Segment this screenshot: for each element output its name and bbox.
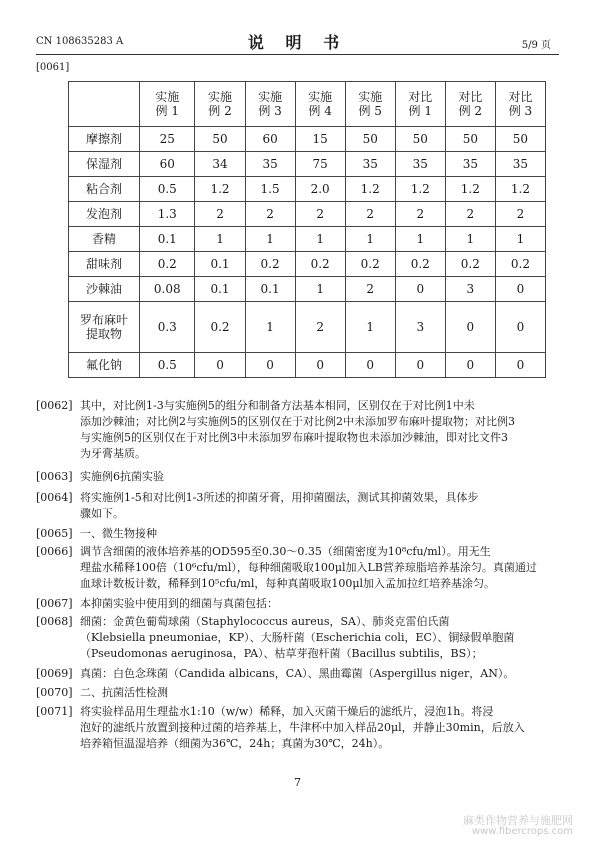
table-column-header	[245, 82, 295, 127]
table-cell: 0.2	[495, 252, 545, 277]
paragraph-id: [0065]	[36, 527, 73, 540]
table-cell: 1.2	[445, 177, 495, 202]
paragraph-line: 骤如下。	[80, 507, 124, 520]
table-cell: 0.2	[345, 252, 395, 277]
table-cell: 15	[295, 127, 345, 152]
header-rule	[36, 54, 559, 55]
paragraph-line: 血球计数板计数，稀释到10⁵cfu/ml，每种真菌吸取100μl加入孟加拉红培养基涂匀。	[80, 577, 496, 590]
table-cell: 1	[245, 302, 295, 353]
table-cell: 2	[245, 202, 295, 227]
table-cell: 0.1	[195, 252, 245, 277]
table-cell: 35	[445, 152, 495, 177]
table-column-header	[195, 82, 245, 127]
paragraph-line: 真菌：白色念珠菌（Candida albicans，CA）、黑曲霉菌（Aspergillus niger，AN）。	[80, 667, 515, 680]
paragraph-line: 实施例6抗菌实验	[80, 470, 164, 483]
paragraph-line: 理盐水稀释100倍（10⁶cfu/ml），每种细菌吸取100μl加入LB营养琼脂培养基涂匀。真菌通过	[80, 561, 537, 574]
table-cell: 50	[495, 127, 545, 152]
row-label-line: 罗布麻叶	[79, 313, 128, 327]
column-header-line: 对比	[458, 90, 483, 104]
table-cell: 2	[345, 202, 395, 227]
page-number: 7	[294, 776, 301, 789]
table-cell: 75	[295, 152, 345, 177]
column-header-line: 实施	[258, 90, 283, 104]
table-cell: 0.2	[195, 302, 245, 353]
table-cell: 2	[395, 202, 445, 227]
header-title: 说 明 书	[247, 33, 348, 52]
table-row	[69, 177, 546, 202]
paragraph-line: 本抑菌实验中使用到的细菌与真菌包括：	[80, 597, 278, 610]
paragraph-line: 为牙膏基质。	[80, 447, 146, 460]
row-label-line: 甜味剂	[85, 257, 122, 271]
table-cell: 2.0	[295, 177, 345, 202]
column-header-line: 例 3	[258, 104, 282, 118]
table-cell: 0.3	[140, 302, 195, 353]
table-cell: 0.2	[140, 252, 195, 277]
watermark-url: www.fibercrops.com	[471, 826, 573, 837]
row-label-line: 保湿剂	[85, 157, 122, 171]
table-cell: 34	[195, 152, 245, 177]
table-cell: 1.2	[345, 177, 395, 202]
paragraph-0064	[36, 490, 561, 522]
table-cell: 0.1	[245, 277, 295, 302]
table-cell: 0	[395, 353, 445, 378]
paragraph-line: 与实施例5的区别仅在于对比例3中未添加罗布麻叶提取物也未添加沙棘油，即对比文件3	[80, 431, 508, 444]
table-row-label	[69, 277, 140, 302]
watermark-site-name: 麻类作物营养与施肥网	[463, 814, 573, 827]
paragraph-line: （Klebsiella pneumoniae，KP）、大肠杆菌（Escherichia coli，EC）、铜绿假单胞菌	[80, 631, 515, 644]
table-cell: 2	[445, 202, 495, 227]
table-row	[69, 277, 546, 302]
table-column-header	[345, 82, 395, 127]
paragraph-id: [0063]	[36, 470, 73, 483]
table-cell: 1	[295, 277, 345, 302]
paragraph-line: 将实验样品用生理盐水1:10（w/w）稀释，加入灭菌干燥后的滤纸片，浸泡1h。将浸	[80, 705, 494, 718]
header-doc-number: CN 108635283 A	[36, 36, 124, 47]
table-cell: 0	[445, 302, 495, 353]
table-cell: 35	[395, 152, 445, 177]
row-label-line: 摩擦剂	[85, 132, 122, 146]
table-cell: 1.2	[395, 177, 445, 202]
table-cell: 0.2	[445, 252, 495, 277]
table-cell: 35	[345, 152, 395, 177]
table-row-label	[69, 302, 140, 353]
table-row-label	[69, 177, 140, 202]
table-cell: 1	[345, 227, 395, 252]
table-corner-cell	[69, 82, 140, 127]
paragraph-0065	[36, 526, 561, 542]
table-cell: 0	[295, 353, 345, 378]
table-row-label	[69, 227, 140, 252]
table-row-label	[69, 252, 140, 277]
table-cell: 1	[495, 227, 545, 252]
table-cell: 35	[245, 152, 295, 177]
table-row	[69, 353, 546, 378]
column-header-line: 实施	[358, 90, 383, 104]
table-cell: 0.5	[140, 353, 195, 378]
column-header-line: 对比	[408, 90, 433, 104]
table-column-header	[395, 82, 445, 127]
table-cell: 50	[445, 127, 495, 152]
paragraph-line: 一、微生物接种	[80, 527, 157, 540]
table-header-row	[69, 82, 546, 127]
paragraph-line: 调节含细菌的液体培养基的OD595至0.30～0.35（细菌密度为10⁸cfu/ml）。用无生	[80, 545, 491, 558]
table-row-label	[69, 152, 140, 177]
column-header-line: 例 4	[308, 104, 332, 118]
paragraph-line: 其中，对比例1-3与实施例5的组分和制备方法基本相同，区别仅在于对比例1中未	[80, 399, 475, 412]
paragraph-line: 二、抗菌活性检测	[80, 686, 168, 699]
paragraph-id: [0069]	[36, 667, 73, 680]
table-cell: 60	[245, 127, 295, 152]
table-cell: 0.08	[140, 277, 195, 302]
table-cell: 2	[195, 202, 245, 227]
table-cell: 35	[495, 152, 545, 177]
row-label-line: 香精	[91, 232, 116, 246]
table-row	[69, 252, 546, 277]
column-header-line: 实施	[155, 90, 180, 104]
paragraph-id: [0064]	[36, 491, 73, 504]
formulation-table	[68, 81, 546, 378]
table-cell: 50	[395, 127, 445, 152]
header-page-indicator: 5/9 页	[521, 40, 551, 51]
table-cell: 1.5	[245, 177, 295, 202]
table-cell: 0.1	[140, 227, 195, 252]
paragraph-id: [0070]	[36, 686, 73, 699]
paragraph-id: [0066]	[36, 545, 73, 558]
table-row-label	[69, 202, 140, 227]
table-cell: 0.2	[395, 252, 445, 277]
table-cell: 3	[445, 277, 495, 302]
paragraph-0066	[36, 544, 561, 592]
column-header-line: 例 2	[458, 104, 483, 118]
table-cell: 0.1	[195, 277, 245, 302]
paragraph-line: 泡好的滤纸片放置到接种过菌的培养基上，牛津杯中加入样品20μl，并静止30min，后放入	[80, 721, 525, 734]
table-paragraph-id: [0061]	[36, 62, 70, 73]
table-cell: 0	[495, 353, 545, 378]
table-cell: 0	[195, 353, 245, 378]
column-header-line: 例 3	[508, 104, 533, 118]
paragraph-line: 将实施例1-5和对比例1-3所述的抑菌牙膏，用抑菌圈法，测试其抑菌效果，具体步	[80, 491, 479, 504]
column-header-line: 例 1	[408, 104, 432, 118]
table-row	[69, 227, 546, 252]
table-cell: 1.2	[195, 177, 245, 202]
table-cell: 0.2	[245, 252, 295, 277]
column-header-line: 实施	[208, 90, 233, 104]
table-cell: 0.5	[140, 177, 195, 202]
table-cell: 50	[195, 127, 245, 152]
row-label-line: 氟化钠	[85, 358, 122, 372]
row-label-line: 发泡剂	[85, 207, 122, 221]
column-header-line: 实施	[308, 90, 333, 104]
table-column-header	[140, 82, 195, 127]
table-row	[69, 152, 546, 177]
table-row	[69, 127, 546, 152]
paragraph-0063	[36, 469, 561, 485]
table-cell: 1	[295, 227, 345, 252]
paragraph-0071	[36, 704, 561, 752]
paragraph-id: [0071]	[36, 705, 73, 718]
table-cell: 50	[345, 127, 395, 152]
table-column-header	[295, 82, 345, 127]
table-cell: 1.3	[140, 202, 195, 227]
column-header-line: 对比	[508, 90, 533, 104]
paragraph-0067	[36, 596, 561, 612]
table-row	[69, 302, 546, 353]
table-cell: 0.2	[295, 252, 345, 277]
table-cell: 25	[140, 127, 195, 152]
paragraph-line: 培养箱恒温湿培养（细菌为36℃，24h；真菌为30℃，24h）。	[80, 737, 390, 750]
column-header-line: 例 5	[358, 104, 382, 118]
table-cell: 1	[245, 227, 295, 252]
paragraph-0070	[36, 685, 561, 701]
paragraph-id: [0062]	[36, 399, 73, 412]
table-cell: 0	[345, 353, 395, 378]
table-cell: 1	[195, 227, 245, 252]
paragraph-line: 添加沙棘油；对比例2与实施例5的区别仅在于对比例2中未添加罗布麻叶提取物；对比例3	[80, 415, 515, 428]
table-cell: 1	[345, 302, 395, 353]
table-cell: 1.2	[495, 177, 545, 202]
paragraph-0069	[36, 666, 561, 682]
table-row-label	[69, 353, 140, 378]
table-cell: 3	[395, 302, 445, 353]
table-cell: 2	[295, 302, 345, 353]
table-column-header	[445, 82, 495, 127]
row-label-line: 沙棘油	[85, 282, 122, 296]
table-cell: 2	[495, 202, 545, 227]
table-cell: 2	[295, 202, 345, 227]
paragraph-line: （Pseudomonas aeruginosa，PA）、枯草芽孢杆菌（Bacillus subtilis，BS）；	[80, 647, 483, 660]
paragraph-0062	[36, 398, 561, 462]
table-cell: 0	[445, 353, 495, 378]
table-cell: 0	[495, 277, 545, 302]
paragraph-line: 细菌：金黄色葡萄球菌（Staphylococcus aureus，SA）、肺炎克雷伯氏菌	[80, 615, 450, 628]
table-row	[69, 202, 546, 227]
paragraph-id: [0067]	[36, 597, 73, 610]
table-cell: 0	[245, 353, 295, 378]
row-label-line: 粘合剂	[85, 182, 122, 196]
table-cell: 1	[395, 227, 445, 252]
table-cell: 0	[395, 277, 445, 302]
table-cell: 1	[445, 227, 495, 252]
column-header-line: 例 2	[208, 104, 232, 118]
paragraph-0068	[36, 614, 561, 662]
table-column-header	[495, 82, 545, 127]
row-label-line: 提取物	[85, 327, 122, 341]
table-cell: 60	[140, 152, 195, 177]
table-cell: 2	[345, 277, 395, 302]
column-header-line: 例 1	[155, 104, 179, 118]
table-cell: 0	[495, 302, 545, 353]
table-row-label	[69, 127, 140, 152]
paragraph-id: [0068]	[36, 615, 73, 628]
